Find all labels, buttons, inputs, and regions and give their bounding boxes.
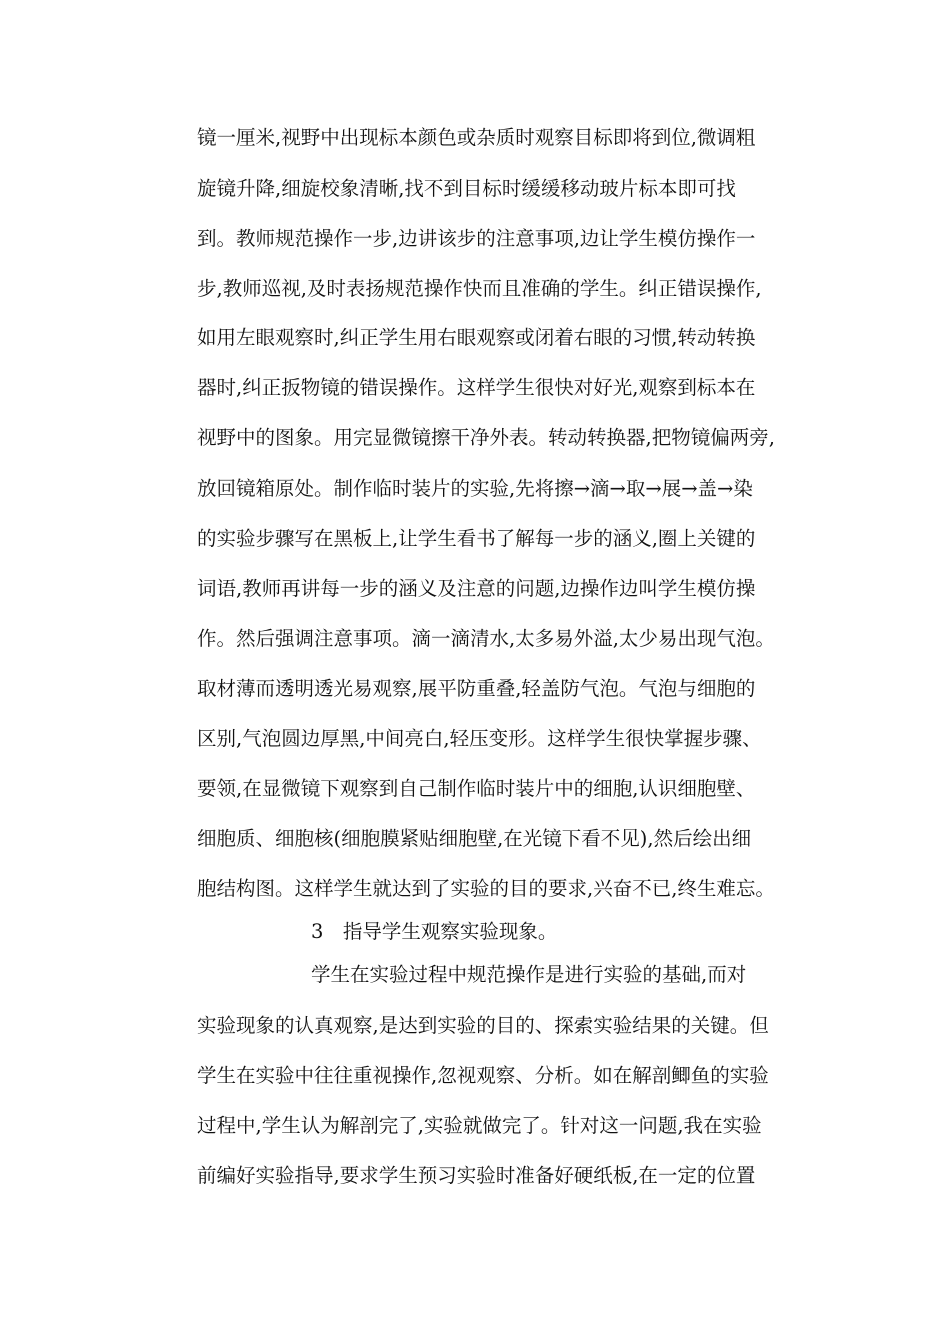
text-line: 前编好实验指导,要求学生预习实验时准备好硬纸板,在一定的位置 <box>197 1164 756 1187</box>
text-line: 词语,教师再讲每一步的涵义及注意的问题,边操作边叫学生模仿操 <box>197 577 756 600</box>
text-line: 取材薄而透明透光易观察,展平防重叠,轻盖防气泡。气泡与细胞的 <box>197 677 756 700</box>
text-line: 要领,在显微镜下观察到自己制作临时装片中的细胞,认识细胞壁、 <box>197 777 756 800</box>
text-line: 过程中,学生认为解剖完了,实验就做完了。针对这一问题,我在实验 <box>197 1114 762 1137</box>
text-line: 视野中的图象。用完显微镜擦干净外表。转动转换器,把物镜偏两旁, <box>197 426 775 449</box>
text-line: 如用左眼观察时,纠正学生用右眼观察或闭着右眼的习惯,转动转换 <box>197 326 756 349</box>
text-line: 旋镜升降,细旋校象清晰,找不到目标时缓缓移动玻片标本即可找 <box>197 177 736 200</box>
text-line: 学生在实验中往往重视操作,忽视观察、分析。如在解剖鲫鱼的实验 <box>197 1064 769 1087</box>
text-line: 实验现象的认真观察,是达到实验的目的、探索实验结果的关键。但 <box>197 1014 769 1037</box>
section-heading: 3 指导学生观察实验现象。 <box>311 920 558 943</box>
text-line: 细胞质、细胞核(细胞膜紧贴细胞壁,在光镜下看不见),然后绘出细 <box>197 827 752 850</box>
text-line: 区别,气泡圆边厚黑,中间亮白,轻压变形。这样学生很快掌握步骤、 <box>197 727 762 750</box>
text-line: 胞结构图。这样学生就达到了实验的目的要求,兴奋不已,终生难忘。 <box>197 877 775 900</box>
text-line: 步,教师巡视,及时表扬规范操作快而且准确的学生。纠正错误操作, <box>197 277 762 300</box>
text-line: 放回镜箱原处。制作临时装片的实验,先将擦→滴→取→展→盖→染 <box>197 477 753 500</box>
text-line: 的实验步骤写在黑板上,让学生看书了解每一步的涵义,圈上关键的 <box>197 527 756 550</box>
paragraph-first-line: 学生在实验过程中规范操作是进行实验的基础,而对 <box>311 963 747 986</box>
text-line: 作。然后强调注意事项。滴一滴清水,太多易外溢,太少易出现气泡。 <box>197 627 775 650</box>
text-line: 器时,纠正扳物镜的错误操作。这样学生很快对好光,观察到标本在 <box>197 376 756 399</box>
text-line: 镜一厘米,视野中出现标本颜色或杂质时观察目标即将到位,微调粗 <box>197 126 756 149</box>
text-line: 到。教师规范操作一步,边讲该步的注意事项,边让学生模仿操作一 <box>197 227 756 250</box>
